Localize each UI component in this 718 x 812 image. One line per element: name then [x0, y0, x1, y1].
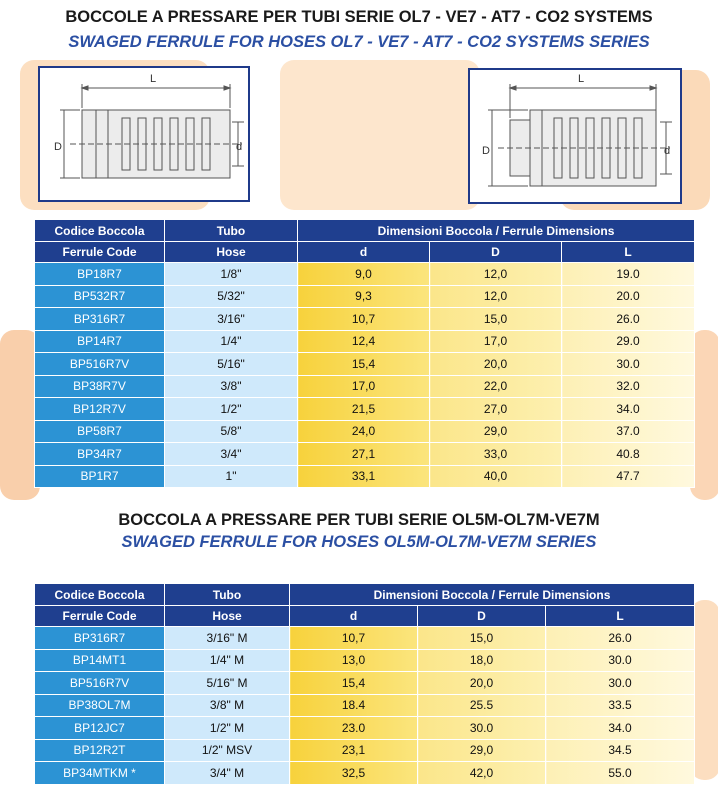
label-L-2: L	[578, 73, 585, 85]
table-row	[35, 627, 695, 650]
hose-size-cell: 1/2" MSV	[165, 739, 290, 762]
outer-diameter-cell: 42,0	[418, 762, 546, 785]
header2-d: d	[290, 606, 418, 627]
table-row	[35, 672, 695, 695]
section1-title-it: BOCCOLE A PRESSARE PER TUBI SERIE OL7 - VE7 - AT7 - CO2 SYSTEMS	[65, 8, 653, 26]
table-row	[35, 717, 695, 740]
ferrule-diagram-stepped	[470, 70, 680, 202]
inner-diameter-cell: 17,0	[298, 375, 430, 398]
length-cell: 55.0	[546, 762, 695, 785]
inner-diameter-cell: 27,1	[298, 443, 430, 466]
outer-diameter-cell: 29,0	[430, 420, 562, 443]
length-cell: 33.5	[546, 694, 695, 717]
section1-title-en: SWAGED FERRULE FOR HOSES OL7 - VE7 - AT7 - CO2 SYSTEMS SERIES	[68, 33, 650, 51]
length-cell: 20.0	[562, 285, 695, 308]
table-row	[35, 694, 695, 717]
inner-diameter-cell: 15,4	[290, 672, 418, 695]
table-row	[35, 649, 695, 672]
header2-code-2: Ferrule Code	[35, 606, 165, 627]
header-hose-1: Tubo	[165, 220, 298, 242]
hose-size-cell: 3/8"	[165, 375, 298, 398]
table-row	[35, 762, 695, 785]
hose-size-cell: 3/4" M	[165, 762, 290, 785]
header-D: D	[430, 242, 562, 263]
outer-diameter-cell: 17,0	[430, 330, 562, 353]
ferrule-table-1	[34, 219, 695, 488]
inner-diameter-cell: 33,1	[298, 465, 430, 488]
outer-diameter-cell: 22,0	[430, 375, 562, 398]
ferrule-code-cell: BP532R7	[35, 285, 165, 308]
length-cell: 26.0	[546, 627, 695, 650]
header-dims: Dimensioni Boccola / Ferrule Dimensions	[298, 220, 695, 242]
hose-size-cell: 3/8" M	[165, 694, 290, 717]
table-row	[35, 353, 695, 376]
inner-diameter-cell: 15,4	[298, 353, 430, 376]
inner-diameter-cell: 10,7	[290, 627, 418, 650]
inner-diameter-cell: 10,7	[298, 308, 430, 331]
header-d: d	[298, 242, 430, 263]
hose-size-cell: 5/8"	[165, 420, 298, 443]
ferrule-code-cell: BP516R7V	[35, 672, 165, 695]
outer-diameter-cell: 40,0	[430, 465, 562, 488]
header-code-1: Codice Boccola	[35, 220, 165, 242]
outer-diameter-cell: 20,0	[430, 353, 562, 376]
hose-size-cell: 1/2" M	[165, 717, 290, 740]
header2-hose-1: Tubo	[165, 584, 290, 606]
label-L: L	[150, 73, 157, 85]
hose-size-cell: 5/16" M	[165, 672, 290, 695]
outer-diameter-cell: 18,0	[418, 649, 546, 672]
inner-diameter-cell: 12,4	[298, 330, 430, 353]
label-D-2: D	[482, 145, 490, 157]
ferrule-code-cell: BP1R7	[35, 465, 165, 488]
header2-dims: Dimensioni Boccola / Ferrule Dimensions	[290, 584, 695, 606]
ferrule-drawing-straight	[38, 66, 250, 202]
ferrule-code-cell: BP34R7	[35, 443, 165, 466]
hose-size-cell: 1/8"	[165, 263, 298, 286]
hose-size-cell: 5/32"	[165, 285, 298, 308]
ferrule-code-cell: BP12R7V	[35, 398, 165, 421]
table-row	[35, 398, 695, 421]
inner-diameter-cell: 13,0	[290, 649, 418, 672]
header2-D: D	[418, 606, 546, 627]
length-cell: 26.0	[562, 308, 695, 331]
ferrule-code-cell: BP18R7	[35, 263, 165, 286]
length-cell: 34.0	[562, 398, 695, 421]
table-row	[35, 285, 695, 308]
ferrule-code-cell: BP34MTKM *	[35, 762, 165, 785]
header2-L: L	[546, 606, 695, 627]
outer-diameter-cell: 12,0	[430, 263, 562, 286]
length-cell: 29.0	[562, 330, 695, 353]
table-row	[35, 739, 695, 762]
outer-diameter-cell: 15,0	[418, 627, 546, 650]
section2-title-en: SWAGED FERRULE FOR HOSES OL5M-OL7M-VE7M SERIES	[121, 533, 597, 551]
outer-diameter-cell: 33,0	[430, 443, 562, 466]
ferrule-diagram	[40, 68, 248, 200]
header2-code-1: Codice Boccola	[35, 584, 165, 606]
length-cell: 34.5	[546, 739, 695, 762]
hose-size-cell: 1/2"	[165, 398, 298, 421]
ferrule-code-cell: BP14MT1	[35, 649, 165, 672]
outer-diameter-cell: 15,0	[430, 308, 562, 331]
header-L: L	[562, 242, 695, 263]
header-code-2: Ferrule Code	[35, 242, 165, 263]
length-cell: 30.0	[546, 672, 695, 695]
length-cell: 47.7	[562, 465, 695, 488]
outer-diameter-cell: 12,0	[430, 285, 562, 308]
label-D: D	[54, 141, 62, 153]
hose-size-cell: 1"	[165, 465, 298, 488]
ferrule-table-2	[34, 583, 695, 785]
ferrule-code-cell: BP14R7	[35, 330, 165, 353]
table-body-1	[35, 263, 695, 488]
ferrule-code-cell: BP12R2T	[35, 739, 165, 762]
outer-diameter-cell: 29,0	[418, 739, 546, 762]
length-cell: 30.0	[546, 649, 695, 672]
hose-size-cell: 5/16"	[165, 353, 298, 376]
outer-diameter-cell: 25.5	[418, 694, 546, 717]
table-row	[35, 420, 695, 443]
outer-diameter-cell: 20,0	[418, 672, 546, 695]
inner-diameter-cell: 23.0	[290, 717, 418, 740]
inner-diameter-cell: 23,1	[290, 739, 418, 762]
outer-diameter-cell: 30.0	[418, 717, 546, 740]
header-hose-2: Hose	[165, 242, 298, 263]
length-cell: 30.0	[562, 353, 695, 376]
inner-diameter-cell: 32,5	[290, 762, 418, 785]
table-row	[35, 330, 695, 353]
ferrule-code-cell: BP38OL7M	[35, 694, 165, 717]
hose-size-cell: 3/16"	[165, 308, 298, 331]
table-row	[35, 263, 695, 286]
length-cell: 19.0	[562, 263, 695, 286]
table-body-2	[35, 627, 695, 785]
hose-size-cell: 1/4"	[165, 330, 298, 353]
ferrule-drawing-stepped	[468, 68, 682, 204]
table-row	[35, 465, 695, 488]
inner-diameter-cell: 18.4	[290, 694, 418, 717]
table-row	[35, 308, 695, 331]
hose-size-cell: 1/4" M	[165, 649, 290, 672]
table-row	[35, 375, 695, 398]
length-cell: 40.8	[562, 443, 695, 466]
inner-diameter-cell: 9,0	[298, 263, 430, 286]
length-cell: 34.0	[546, 717, 695, 740]
length-cell: 37.0	[562, 420, 695, 443]
label-d: d	[236, 141, 243, 153]
header2-hose-2: Hose	[165, 606, 290, 627]
ferrule-code-cell: BP516R7V	[35, 353, 165, 376]
inner-diameter-cell: 9,3	[298, 285, 430, 308]
ferrule-code-cell: BP58R7	[35, 420, 165, 443]
ferrule-code-cell: BP12JC7	[35, 717, 165, 740]
section2-title-it: BOCCOLA A PRESSARE PER TUBI SERIE OL5M-OL7M-VE7M	[118, 511, 600, 529]
ferrule-code-cell: BP316R7	[35, 627, 165, 650]
table-row	[35, 443, 695, 466]
inner-diameter-cell: 24,0	[298, 420, 430, 443]
length-cell: 32.0	[562, 375, 695, 398]
inner-diameter-cell: 21,5	[298, 398, 430, 421]
hose-size-cell: 3/4"	[165, 443, 298, 466]
ferrule-code-cell: BP38R7V	[35, 375, 165, 398]
hose-size-cell: 3/16" M	[165, 627, 290, 650]
label-d-2: d	[664, 145, 671, 157]
ferrule-code-cell: BP316R7	[35, 308, 165, 331]
outer-diameter-cell: 27,0	[430, 398, 562, 421]
